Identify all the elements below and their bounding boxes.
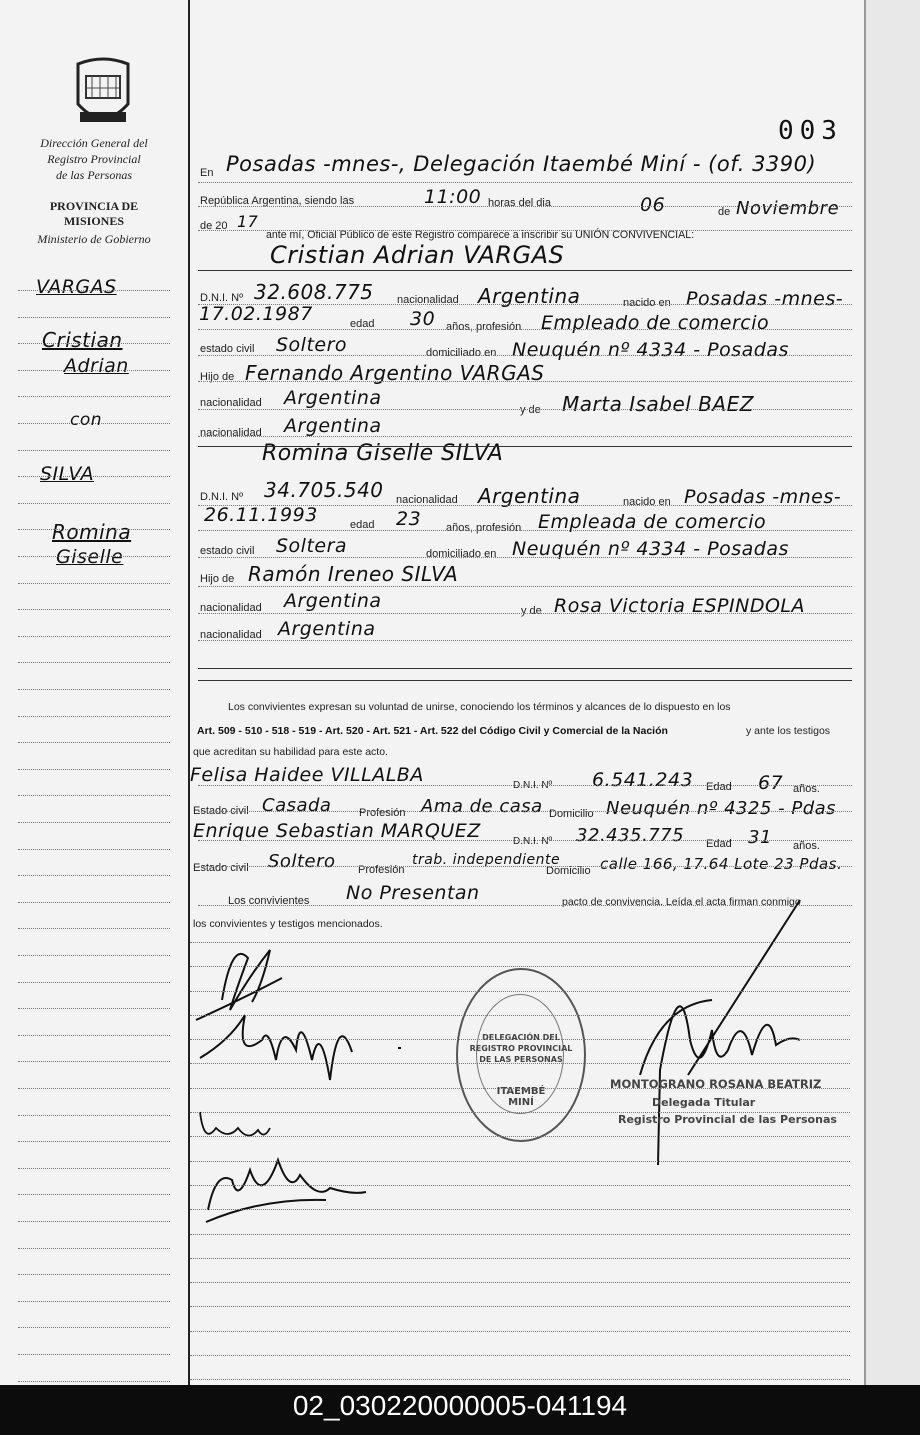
margin-ruled-line — [18, 343, 170, 344]
margin-ruled-line — [18, 769, 170, 770]
margin-ruled-line — [18, 1381, 170, 1382]
margin-ruled-line — [18, 1061, 170, 1062]
margin-ruled-line — [18, 423, 170, 424]
body-ruled-line — [190, 1039, 850, 1040]
officer-office-stamp: Registro Provincial de las Personas — [618, 1113, 837, 1126]
p2-profession: Empleada de comercio — [538, 511, 767, 533]
person1-fullname: Cristian Adrian VARGAS — [270, 241, 565, 269]
p1-nac-label: nacionalidad — [397, 294, 459, 306]
p1-mother: Marta Isabel BAEZ — [562, 392, 754, 416]
body-ruled-line — [198, 905, 852, 906]
body-ruled-line — [198, 586, 852, 587]
statement-line-2-rest: y ante los testigos — [746, 725, 831, 737]
p1-yde: y de — [520, 404, 541, 416]
header-line-1: Dirección General del — [40, 136, 148, 150]
header-line-2: Registro Provincial — [47, 152, 141, 166]
body-ruled-line — [190, 942, 850, 943]
margin-ruled-line — [18, 1088, 170, 1089]
p1-hijo-label: Hijo de — [200, 371, 235, 383]
p2-born-label: nacido en — [623, 496, 671, 508]
p2-birthdate: 26.11.1993 — [204, 504, 318, 526]
label-republica: República Argentina, siendo las — [200, 195, 355, 207]
label-horas: horas del dia — [488, 197, 551, 209]
body-ruled-line — [190, 1282, 850, 1283]
act-number: 003 — [778, 116, 843, 146]
officer-name-stamp: MONTOGRANO ROSANA BEATRIZ — [610, 1077, 822, 1091]
w1-dni-label: D.N.I. Nº — [513, 780, 553, 791]
p2-mother-nat-label: nacionalidad — [200, 629, 262, 641]
body-ruled-line — [190, 1063, 850, 1064]
p2-age: 23 — [396, 508, 422, 530]
official-seal — [456, 968, 586, 1142]
officer-title-stamp: Delegada Titular — [652, 1096, 756, 1109]
body-ruled-line — [198, 785, 852, 786]
closing-pacto: No Presentan — [346, 882, 480, 904]
witness1-name: Felisa Haidee VILLALBA — [190, 764, 424, 786]
w1-edad-label: Edad — [706, 781, 732, 793]
seal-bottom-text: ITAEMBÉ MINÍ — [496, 1086, 546, 1108]
margin-ruled-line — [18, 1168, 170, 1169]
p2-father: Ramón Ireneo SILVA — [248, 562, 459, 586]
body-ruled-line — [198, 557, 852, 558]
p2-dni: 34.705.540 — [264, 478, 384, 502]
margin-surname-1: VARGAS — [36, 276, 117, 298]
body-ruled-line — [198, 304, 852, 305]
p1-anos-prof: años, profesión — [446, 321, 522, 333]
section-separator-line — [198, 668, 852, 669]
body-ruled-line — [198, 866, 852, 867]
margin-ruled-line — [18, 529, 170, 530]
margin-ruled-line — [18, 955, 170, 956]
w1-profession: Ama de casa — [421, 796, 543, 817]
margin-ruled-line — [18, 1354, 170, 1355]
margin-con: con — [70, 410, 103, 430]
margin-ruled-line — [18, 476, 170, 477]
body-ruled-line — [190, 1331, 850, 1332]
p1-birthdate: 17.02.1987 — [199, 303, 313, 325]
w2-address: calle 166, 17.64 Lote 23 Pdas. — [600, 855, 843, 873]
body-ruled-line — [198, 505, 852, 506]
p2-anos-prof: años, profesión — [446, 522, 522, 534]
body-ruled-line — [198, 436, 852, 437]
hour-handwritten: 11:00 — [424, 186, 482, 208]
body-ruled-line — [198, 381, 852, 382]
day-handwritten: 06 — [640, 194, 666, 216]
margin-ruled-line — [18, 450, 170, 451]
body-ruled-line — [190, 991, 850, 992]
p2-civil-label: estado civil — [200, 545, 255, 557]
statement-line-2: Art. 509 - 510 - 518 - 519 - Art. 520 - Art. 521 - Art. 522 del Código Civil y Comercial de la Nación — [197, 725, 668, 737]
witness2-name: Enrique Sebastian MARQUEZ — [193, 820, 481, 842]
footer-code: 02_030220000005-041194 — [0, 1385, 920, 1435]
body-ruled-line — [190, 1379, 850, 1380]
p2-mother: Rosa Victoria ESPINDOLA — [554, 595, 805, 617]
w1-address: Neuquén nº 4325 - Pdas — [606, 798, 837, 819]
margin-ruled-line — [18, 849, 170, 850]
body-ruled-line — [190, 1112, 850, 1113]
p2-father-nat-label: nacionalidad — [200, 602, 262, 614]
margin-ruled-line — [18, 290, 170, 291]
label-de: de — [718, 206, 731, 218]
p1-profession: Empleado de comercio — [541, 312, 770, 334]
margin-surname-2: SILVA — [40, 463, 95, 485]
p2-civil: Soltera — [276, 535, 348, 557]
margin-ruled-line — [18, 1248, 170, 1249]
p2-edad-label: edad — [350, 519, 375, 531]
p1-address: Neuquén nº 4334 - Posadas — [512, 339, 789, 361]
w1-civil-label: Estado civil — [193, 805, 249, 817]
margin-name-2b: Giselle — [56, 546, 124, 568]
margin-ruled-line — [18, 396, 170, 397]
p2-nac-label: nacionalidad — [396, 494, 458, 506]
seal-top-text: DELEGACIÓN DEL REGISTRO PROVINCIAL DE LAS PERSONAS — [469, 1033, 573, 1064]
p1-edad-label: edad — [350, 318, 375, 330]
province-title: PROVINCIA DE — [49, 199, 139, 213]
w2-prof-label: Profesión — [358, 864, 405, 876]
margin-ruled-line — [18, 1115, 170, 1116]
w2-edad-label: Edad — [706, 838, 732, 850]
w2-dni-label: D.N.I. Nº — [513, 836, 553, 847]
w2-civil: Soltero — [268, 851, 336, 872]
body-ruled-line — [198, 206, 852, 207]
w2-civil-label: Estado civil — [193, 862, 249, 874]
margin-ruled-line — [18, 795, 170, 796]
p1-father-nat-label: nacionalidad — [200, 397, 262, 409]
year-handwritten: 17 — [237, 212, 259, 231]
signature-4 — [206, 1160, 366, 1222]
p2-born: Posadas -mnes- — [684, 486, 842, 508]
body-ruled-line — [190, 1088, 850, 1089]
section-separator-line — [198, 680, 852, 681]
w1-dni: 6.541.243 — [592, 769, 694, 791]
statement-line-3: que acreditan su habilidad para este acto. — [193, 746, 388, 758]
margin-ruled-line — [18, 875, 170, 876]
province-title-2: MISIONES — [63, 214, 125, 228]
margin-ruled-line — [18, 716, 170, 717]
p1-age: 30 — [410, 308, 436, 330]
margin-name-2a: Romina — [52, 520, 132, 544]
margin-name-1a: Cristian — [42, 328, 123, 352]
margin-ruled-line — [18, 1035, 170, 1036]
section-separator-line — [198, 446, 852, 447]
margin-ruled-line — [18, 928, 170, 929]
body-ruled-line — [190, 1234, 850, 1235]
body-ruled-line — [198, 409, 852, 410]
p1-born-label: nacido en — [623, 297, 671, 309]
margin-name-1b: Adrian — [64, 355, 129, 377]
w2-age: 31 — [748, 827, 772, 848]
p1-civil: Soltero — [276, 334, 348, 356]
margin-ruled-line — [18, 1141, 170, 1142]
margin-ruled-line — [18, 1301, 170, 1302]
signature-1 — [196, 950, 282, 1020]
closing-los-conv: Los convivientes — [228, 895, 310, 907]
place-handwritten: Posadas -mnes-, Delegación Itaembé Miní - (of. 3390) — [226, 152, 817, 176]
body-ruled-line — [198, 640, 852, 641]
margin-ruled-line — [18, 742, 170, 743]
p2-dom-label: domiciliado en — [426, 548, 497, 560]
label-ante-mi: ante mí, Oficial Público de este Registro comparece a inscribir su UNIÓN CONVIVENCIAL: — [266, 229, 695, 241]
label-de-20: de 20 — [200, 220, 228, 232]
p1-nationality: Argentina — [478, 284, 581, 308]
body-ruled-line — [190, 1258, 850, 1259]
margin-ruled-line — [18, 1327, 170, 1328]
body-ruled-line — [198, 530, 852, 531]
p2-father-nat: Argentina — [284, 590, 382, 612]
p2-hijo-label: Hijo de — [200, 573, 235, 585]
body-ruled-line — [198, 355, 852, 356]
closing-line-2: los convivientes y testigos mencionados. — [193, 918, 383, 930]
w2-dom-label: Domicilio — [546, 865, 591, 877]
statement-line-1: Los convivientes expresan su voluntad de unirse, conociendo los términos y alcances de lo dispuesto en los — [228, 701, 731, 713]
margin-ruled-line — [18, 689, 170, 690]
p2-mother-nat: Argentina — [278, 618, 376, 640]
body-ruled-line — [198, 613, 852, 614]
w1-age: 67 — [758, 772, 784, 794]
w2-profession: trab. independiente — [412, 852, 561, 868]
body-ruled-line — [190, 966, 850, 967]
body-ruled-line — [198, 230, 852, 231]
body-ruled-line — [190, 1136, 850, 1137]
margin-ruled-line — [18, 1221, 170, 1222]
p1-dom-label: domiciliado en — [426, 347, 497, 359]
p2-yde: y de — [521, 605, 542, 617]
margin-ruled-line — [18, 583, 170, 584]
w1-prof-label: Profesión — [359, 807, 406, 819]
margin-ruled-line — [18, 636, 170, 637]
person2-fullname: Romina Giselle SILVA — [262, 441, 504, 466]
body-ruled-line — [190, 1355, 850, 1356]
signature-2 — [200, 1015, 401, 1080]
body-ruled-line — [190, 1209, 850, 1210]
p1-dni-label: D.N.I. Nº — [200, 292, 244, 304]
margin-ruled-line — [18, 370, 170, 371]
p1-mother-nat-label: nacionalidad — [200, 427, 262, 439]
body-ruled-line — [198, 840, 852, 841]
body-ruled-line — [190, 1185, 850, 1186]
margin-ruled-line — [18, 902, 170, 903]
margin-ruled-line — [18, 503, 170, 504]
w1-anos: años. — [793, 783, 820, 795]
margin-ruled-line — [18, 1274, 170, 1275]
w1-civil: Casada — [262, 795, 332, 816]
body-ruled-line — [198, 182, 852, 183]
margin-ruled-line — [18, 1194, 170, 1195]
margin-ruled-line — [18, 822, 170, 823]
p2-address: Neuquén nº 4334 - Posadas — [512, 538, 789, 560]
p1-civil-label: estado civil — [200, 343, 255, 355]
body-ruled-line — [190, 1161, 850, 1162]
margin-ruled-line — [18, 609, 170, 610]
closing-rest: pacto de convivencia. Leída el acta firman conmigo — [562, 896, 801, 908]
section-separator-line — [198, 270, 852, 271]
margin-ruled-line — [18, 317, 170, 318]
p1-father-nat: Argentina — [284, 387, 382, 409]
p1-father: Fernando Argentino VARGAS — [245, 361, 545, 385]
body-ruled-line — [198, 811, 852, 812]
margin-ruled-line — [18, 982, 170, 983]
w1-dom-label: Domicilio — [549, 808, 594, 820]
margin-ruled-line — [18, 556, 170, 557]
body-ruled-line — [198, 329, 852, 330]
ministry-label: Ministerio de Gobierno — [37, 232, 151, 246]
w2-dni: 32.435.775 — [576, 825, 685, 846]
month-handwritten: Noviembre — [736, 198, 840, 219]
margin-ruled-line — [18, 1008, 170, 1009]
body-ruled-line — [190, 1306, 850, 1307]
signature-3 — [200, 1112, 270, 1136]
w2-anos: años. — [793, 840, 820, 852]
header-line-3: de las Personas — [56, 168, 132, 182]
label-en: En — [200, 167, 214, 179]
p1-born: Posadas -mnes- — [686, 288, 844, 310]
margin-ruled-line — [18, 662, 170, 663]
p2-dni-label: D.N.I. Nº — [200, 491, 244, 503]
p1-dni: 32.608.775 — [254, 280, 374, 304]
p2-nationality: Argentina — [478, 484, 581, 508]
body-ruled-line — [190, 1015, 850, 1016]
p1-mother-nat: Argentina — [284, 415, 382, 437]
